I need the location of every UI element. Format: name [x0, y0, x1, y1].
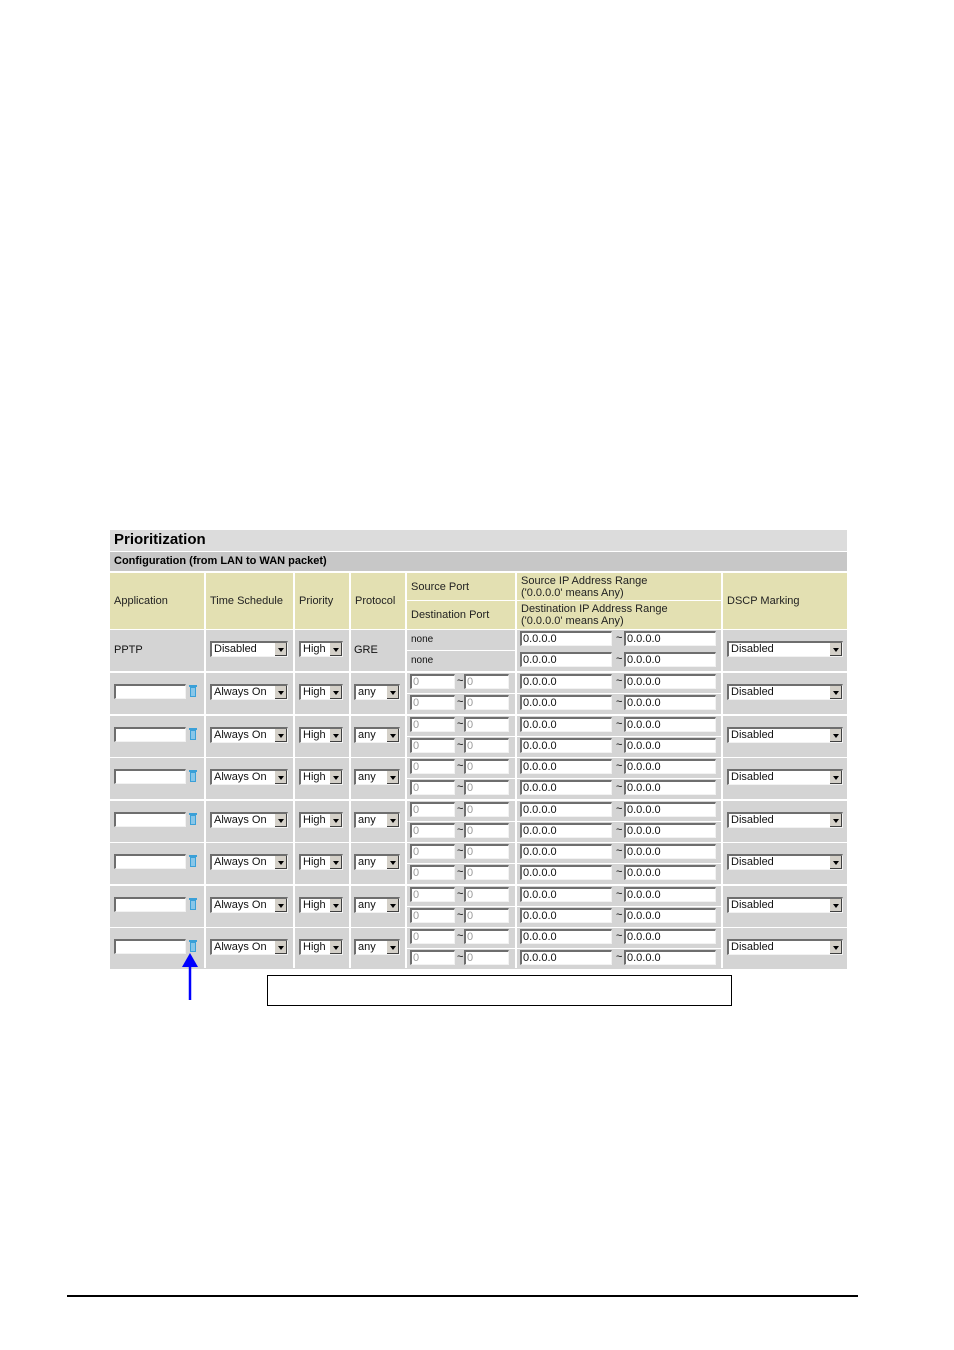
callout-box	[267, 975, 732, 1006]
divider	[349, 573, 351, 968]
chevron-down-icon	[829, 771, 842, 784]
chevron-down-icon	[274, 941, 287, 954]
source-port-start-input[interactable]: 0	[410, 802, 455, 817]
range-tilde: ~	[616, 760, 623, 772]
time-schedule-select[interactable]	[210, 769, 288, 785]
divider	[405, 573, 407, 968]
divider	[204, 573, 206, 968]
dscp-select[interactable]	[727, 769, 843, 785]
source-ip-start-input[interactable]: 0.0.0.0	[520, 717, 612, 732]
dscp-select-value: Disabled	[731, 941, 774, 953]
range-tilde: ~	[616, 909, 623, 921]
range-tilde: ~	[616, 675, 623, 687]
range-tilde: ~	[457, 675, 464, 687]
chevron-down-icon	[274, 814, 287, 827]
application-input[interactable]	[114, 939, 186, 954]
protocol-select-value: any	[358, 814, 376, 826]
destination-port-start-input[interactable]: 0	[410, 908, 455, 923]
header-dscp-marking-label: DSCP Marking	[727, 595, 800, 607]
protocol-select[interactable]	[354, 769, 400, 785]
range-tilde: ~	[457, 951, 464, 963]
header-source-port-label: Source Port	[411, 580, 470, 593]
divider	[407, 906, 721, 907]
destination-port-end-input[interactable]: 0	[464, 780, 509, 795]
divider	[407, 693, 721, 694]
application-input[interactable]	[114, 812, 186, 827]
destination-port-end-input[interactable]: 0	[464, 738, 509, 753]
range-tilde: ~	[616, 781, 623, 793]
trash-icon[interactable]	[189, 728, 197, 740]
destination-port-start-input[interactable]: 0	[410, 780, 455, 795]
chevron-down-icon	[829, 729, 842, 742]
header-application-label: Application	[114, 595, 168, 607]
chevron-down-icon	[386, 771, 399, 784]
range-tilde: ~	[457, 909, 464, 921]
header-priority	[295, 573, 349, 629]
time-schedule-select[interactable]	[210, 854, 288, 870]
chevron-down-icon	[829, 686, 842, 699]
arrow-up-icon	[180, 953, 200, 1001]
priority-select-value: High	[303, 771, 326, 783]
source-port-end-input[interactable]: 0	[464, 887, 509, 902]
trash-icon[interactable]	[189, 940, 197, 952]
chevron-down-icon	[329, 814, 342, 827]
destination-port-start-input[interactable]: 0	[410, 695, 455, 710]
protocol-select-value: any	[358, 941, 376, 953]
source-ip-start-input[interactable]: 0.0.0.0	[520, 802, 612, 817]
range-tilde: ~	[457, 739, 464, 751]
source-ip-end-input[interactable]: 0.0.0.0	[624, 887, 716, 902]
range-tilde: ~	[616, 803, 623, 815]
dscp-select[interactable]	[727, 812, 843, 828]
source-ip-start-input[interactable]: 0.0.0.0	[520, 674, 612, 689]
header-time-schedule-label: Time Schedule	[210, 595, 283, 607]
page-title: Prioritization	[114, 531, 206, 548]
source-port-start-input[interactable]: 0	[410, 717, 455, 732]
priority-select[interactable]	[299, 727, 343, 743]
chevron-down-icon	[329, 899, 342, 912]
chevron-down-icon	[386, 941, 399, 954]
destination-ip-start-input[interactable]: 0.0.0.0	[520, 950, 612, 965]
source-ip-start-input[interactable]: 0.0.0.0	[520, 844, 612, 859]
dscp-select-value: Disabled	[731, 729, 774, 741]
footer-rule	[67, 1295, 858, 1297]
protocol-select-value: any	[358, 729, 376, 741]
protocol-select-value: any	[358, 899, 376, 911]
pptp-time-schedule-value: Disabled	[214, 643, 257, 655]
chevron-down-icon	[274, 899, 287, 912]
priority-select-value: High	[303, 729, 326, 741]
header-application	[110, 573, 204, 629]
priority-select[interactable]	[299, 854, 343, 870]
dscp-select[interactable]	[727, 684, 843, 700]
destination-ip-start-input[interactable]: 0.0.0.0	[520, 780, 612, 795]
range-tilde: ~	[616, 930, 623, 942]
source-ip-start-input[interactable]: 0.0.0.0	[520, 929, 612, 944]
source-port-start-input[interactable]: 0	[410, 887, 455, 902]
range-tilde: ~	[457, 760, 464, 772]
time-schedule-select[interactable]	[210, 939, 288, 955]
source-port-start-input[interactable]: 0	[410, 929, 455, 944]
time-schedule-select-value: Always On	[214, 899, 267, 911]
chevron-down-icon	[829, 941, 842, 954]
header-source-ip	[517, 573, 721, 600]
protocol-select[interactable]	[354, 939, 400, 955]
destination-ip-start-input[interactable]: 0.0.0.0	[520, 695, 612, 710]
chevron-down-icon	[386, 814, 399, 827]
pptp-priority-value: High	[303, 643, 326, 655]
pptp-application: PPTP	[114, 644, 143, 656]
divider	[407, 650, 517, 651]
chevron-down-icon	[386, 686, 399, 699]
pptp-time-schedule-select[interactable]	[210, 641, 288, 657]
priority-select-value: High	[303, 899, 326, 911]
trash-icon[interactable]	[189, 685, 197, 697]
priority-select-value: High	[303, 856, 326, 868]
protocol-select-value: any	[358, 686, 376, 698]
header-destination-port-label: Destination Port	[411, 609, 490, 621]
time-schedule-select-value: Always On	[214, 856, 267, 868]
priority-select[interactable]	[299, 812, 343, 828]
protocol-select[interactable]	[354, 727, 400, 743]
header-source-ip-label: Source IP Address Range	[521, 574, 648, 587]
pptp-source-port: none	[411, 634, 434, 645]
priority-select-value: High	[303, 941, 326, 953]
application-input[interactable]	[114, 897, 186, 912]
trash-icon[interactable]	[189, 898, 197, 910]
destination-port-start-input[interactable]: 0	[410, 738, 455, 753]
source-ip-end-input[interactable]: 0.0.0.0	[624, 802, 716, 817]
protocol-select[interactable]	[354, 897, 400, 913]
protocol-select-value: any	[358, 771, 376, 783]
destination-port-start-input[interactable]: 0	[410, 950, 455, 965]
range-tilde: ~	[616, 824, 623, 836]
range-tilde: ~	[616, 653, 623, 665]
time-schedule-select-value: Always On	[214, 814, 267, 826]
priority-select[interactable]	[299, 769, 343, 785]
range-tilde: ~	[616, 696, 623, 708]
dscp-select[interactable]	[727, 727, 843, 743]
chevron-down-icon	[329, 729, 342, 742]
chevron-down-icon	[386, 899, 399, 912]
protocol-select[interactable]	[354, 854, 400, 870]
range-tilde: ~	[616, 632, 623, 644]
time-schedule-select[interactable]	[210, 897, 288, 913]
pptp-dst-ip-end[interactable]: 0.0.0.0	[624, 652, 716, 667]
source-ip-end-input[interactable]: 0.0.0.0	[624, 929, 716, 944]
header-source-port	[407, 573, 515, 600]
destination-ip-end-input[interactable]: 0.0.0.0	[624, 865, 716, 880]
time-schedule-select[interactable]	[210, 727, 288, 743]
time-schedule-select-value: Always On	[214, 771, 267, 783]
source-ip-end-input[interactable]: 0.0.0.0	[624, 844, 716, 859]
source-port-start-input[interactable]: 0	[410, 844, 455, 859]
source-ip-start-input[interactable]: 0.0.0.0	[520, 887, 612, 902]
header-dscp-marking	[723, 573, 847, 629]
source-port-end-input[interactable]: 0	[464, 929, 509, 944]
trash-icon[interactable]	[189, 813, 197, 825]
destination-ip-end-input[interactable]: 0.0.0.0	[624, 738, 716, 753]
chevron-down-icon	[329, 941, 342, 954]
application-input[interactable]	[114, 727, 186, 742]
time-schedule-select-value: Always On	[214, 729, 267, 741]
range-tilde: ~	[616, 866, 623, 878]
header-priority-label: Priority	[299, 595, 334, 607]
destination-port-start-input[interactable]: 0	[410, 823, 455, 838]
divider	[407, 948, 721, 949]
source-port-end-input[interactable]: 0	[464, 717, 509, 732]
range-tilde: ~	[616, 739, 623, 751]
destination-ip-start-input[interactable]: 0.0.0.0	[520, 738, 612, 753]
destination-port-end-input[interactable]: 0	[464, 950, 509, 965]
destination-ip-end-input[interactable]: 0.0.0.0	[624, 950, 716, 965]
range-tilde: ~	[457, 781, 464, 793]
header-source-ip-note: ('0.0.0.0' means Any)	[521, 586, 624, 599]
pptp-dscp-select[interactable]	[727, 641, 843, 657]
source-ip-end-input[interactable]: 0.0.0.0	[624, 717, 716, 732]
range-tilde: ~	[457, 866, 464, 878]
protocol-select-value: any	[358, 856, 376, 868]
protocol-select[interactable]	[354, 684, 400, 700]
dscp-select-value: Disabled	[731, 771, 774, 783]
destination-port-end-input[interactable]: 0	[464, 865, 509, 880]
config-bar	[110, 552, 847, 571]
time-schedule-select[interactable]	[210, 684, 288, 700]
config-subtitle: Configuration (from LAN to WAN packet)	[114, 555, 327, 567]
pptp-src-ip-start[interactable]: 0.0.0.0	[520, 631, 612, 646]
pptp-protocol: GRE	[354, 644, 378, 656]
priority-select-value: High	[303, 814, 326, 826]
application-input[interactable]	[114, 769, 186, 784]
destination-ip-end-input[interactable]: 0.0.0.0	[624, 823, 716, 838]
divider	[721, 573, 723, 968]
pptp-src-ip-end[interactable]: 0.0.0.0	[624, 631, 716, 646]
destination-port-end-input[interactable]: 0	[464, 908, 509, 923]
range-tilde: ~	[457, 930, 464, 942]
source-port-start-input[interactable]: 0	[410, 674, 455, 689]
dscp-select-value: Disabled	[731, 899, 774, 911]
chevron-down-icon	[274, 643, 287, 656]
source-ip-start-input[interactable]: 0.0.0.0	[520, 759, 612, 774]
source-port-end-input[interactable]: 0	[464, 674, 509, 689]
divider	[293, 573, 295, 968]
dscp-select-value: Disabled	[731, 686, 774, 698]
divider	[407, 821, 721, 822]
source-ip-end-input[interactable]: 0.0.0.0	[624, 674, 716, 689]
destination-ip-end-input[interactable]: 0.0.0.0	[624, 780, 716, 795]
dscp-select-value: Disabled	[731, 814, 774, 826]
chevron-down-icon	[829, 899, 842, 912]
header-time-schedule	[206, 573, 293, 629]
header-protocol	[351, 573, 405, 629]
range-tilde: ~	[457, 845, 464, 857]
header-destination-port	[407, 601, 515, 629]
source-port-end-input[interactable]: 0	[464, 759, 509, 774]
application-input[interactable]	[114, 684, 186, 699]
range-tilde: ~	[616, 718, 623, 730]
dscp-select-value: Disabled	[731, 856, 774, 868]
priority-select[interactable]	[299, 684, 343, 700]
pptp-destination-port: none	[411, 655, 434, 666]
header-protocol-label: Protocol	[355, 595, 396, 607]
time-schedule-select-value: Always On	[214, 941, 267, 953]
pptp-dscp-value: Disabled	[731, 643, 774, 655]
chevron-down-icon	[386, 856, 399, 869]
dscp-select[interactable]	[727, 854, 843, 870]
pptp-priority-select[interactable]	[299, 641, 343, 657]
priority-select[interactable]	[299, 939, 343, 955]
dscp-select[interactable]	[727, 897, 843, 913]
divider	[407, 863, 721, 864]
header-destination-ip-label: Destination IP Address Range	[521, 603, 668, 615]
header-destination-ip-note: ('0.0.0.0' means Any)	[521, 615, 624, 627]
source-port-end-input[interactable]: 0	[464, 802, 509, 817]
prioritization-panel	[110, 530, 847, 968]
priority-select-value: High	[303, 686, 326, 698]
destination-ip-start-input[interactable]: 0.0.0.0	[520, 865, 612, 880]
divider	[407, 736, 721, 737]
range-tilde: ~	[457, 803, 464, 815]
trash-icon[interactable]	[189, 770, 197, 782]
range-tilde: ~	[457, 824, 464, 836]
application-input[interactable]	[114, 854, 186, 869]
range-tilde: ~	[616, 888, 623, 900]
range-tilde: ~	[616, 845, 623, 857]
destination-ip-start-input[interactable]: 0.0.0.0	[520, 823, 612, 838]
chevron-down-icon	[274, 856, 287, 869]
destination-port-start-input[interactable]: 0	[410, 865, 455, 880]
pptp-dst-ip-start[interactable]: 0.0.0.0	[520, 652, 612, 667]
title-bar	[110, 530, 847, 551]
destination-port-end-input[interactable]: 0	[464, 823, 509, 838]
chevron-down-icon	[829, 643, 842, 656]
chevron-down-icon	[386, 729, 399, 742]
chevron-down-icon	[329, 856, 342, 869]
chevron-down-icon	[329, 686, 342, 699]
trash-icon[interactable]	[189, 855, 197, 867]
chevron-down-icon	[274, 686, 287, 699]
destination-ip-end-input[interactable]: 0.0.0.0	[624, 908, 716, 923]
dscp-select[interactable]	[727, 939, 843, 955]
divider	[515, 573, 517, 968]
chevron-down-icon	[329, 771, 342, 784]
time-schedule-select[interactable]	[210, 812, 288, 828]
source-port-start-input[interactable]: 0	[410, 759, 455, 774]
destination-ip-start-input[interactable]: 0.0.0.0	[520, 908, 612, 923]
chevron-down-icon	[829, 856, 842, 869]
destination-ip-end-input[interactable]: 0.0.0.0	[624, 695, 716, 710]
chevron-down-icon	[329, 643, 342, 656]
priority-select[interactable]	[299, 897, 343, 913]
source-ip-end-input[interactable]: 0.0.0.0	[624, 759, 716, 774]
source-port-end-input[interactable]: 0	[464, 844, 509, 859]
protocol-select[interactable]	[354, 812, 400, 828]
header-destination-ip	[517, 601, 721, 629]
time-schedule-select-value: Always On	[214, 686, 267, 698]
chevron-down-icon	[274, 771, 287, 784]
range-tilde: ~	[616, 951, 623, 963]
range-tilde: ~	[457, 718, 464, 730]
range-tilde: ~	[457, 696, 464, 708]
divider	[407, 600, 721, 601]
chevron-down-icon	[829, 814, 842, 827]
divider	[407, 778, 721, 779]
destination-port-end-input[interactable]: 0	[464, 695, 509, 710]
range-tilde: ~	[457, 888, 464, 900]
chevron-down-icon	[274, 729, 287, 742]
